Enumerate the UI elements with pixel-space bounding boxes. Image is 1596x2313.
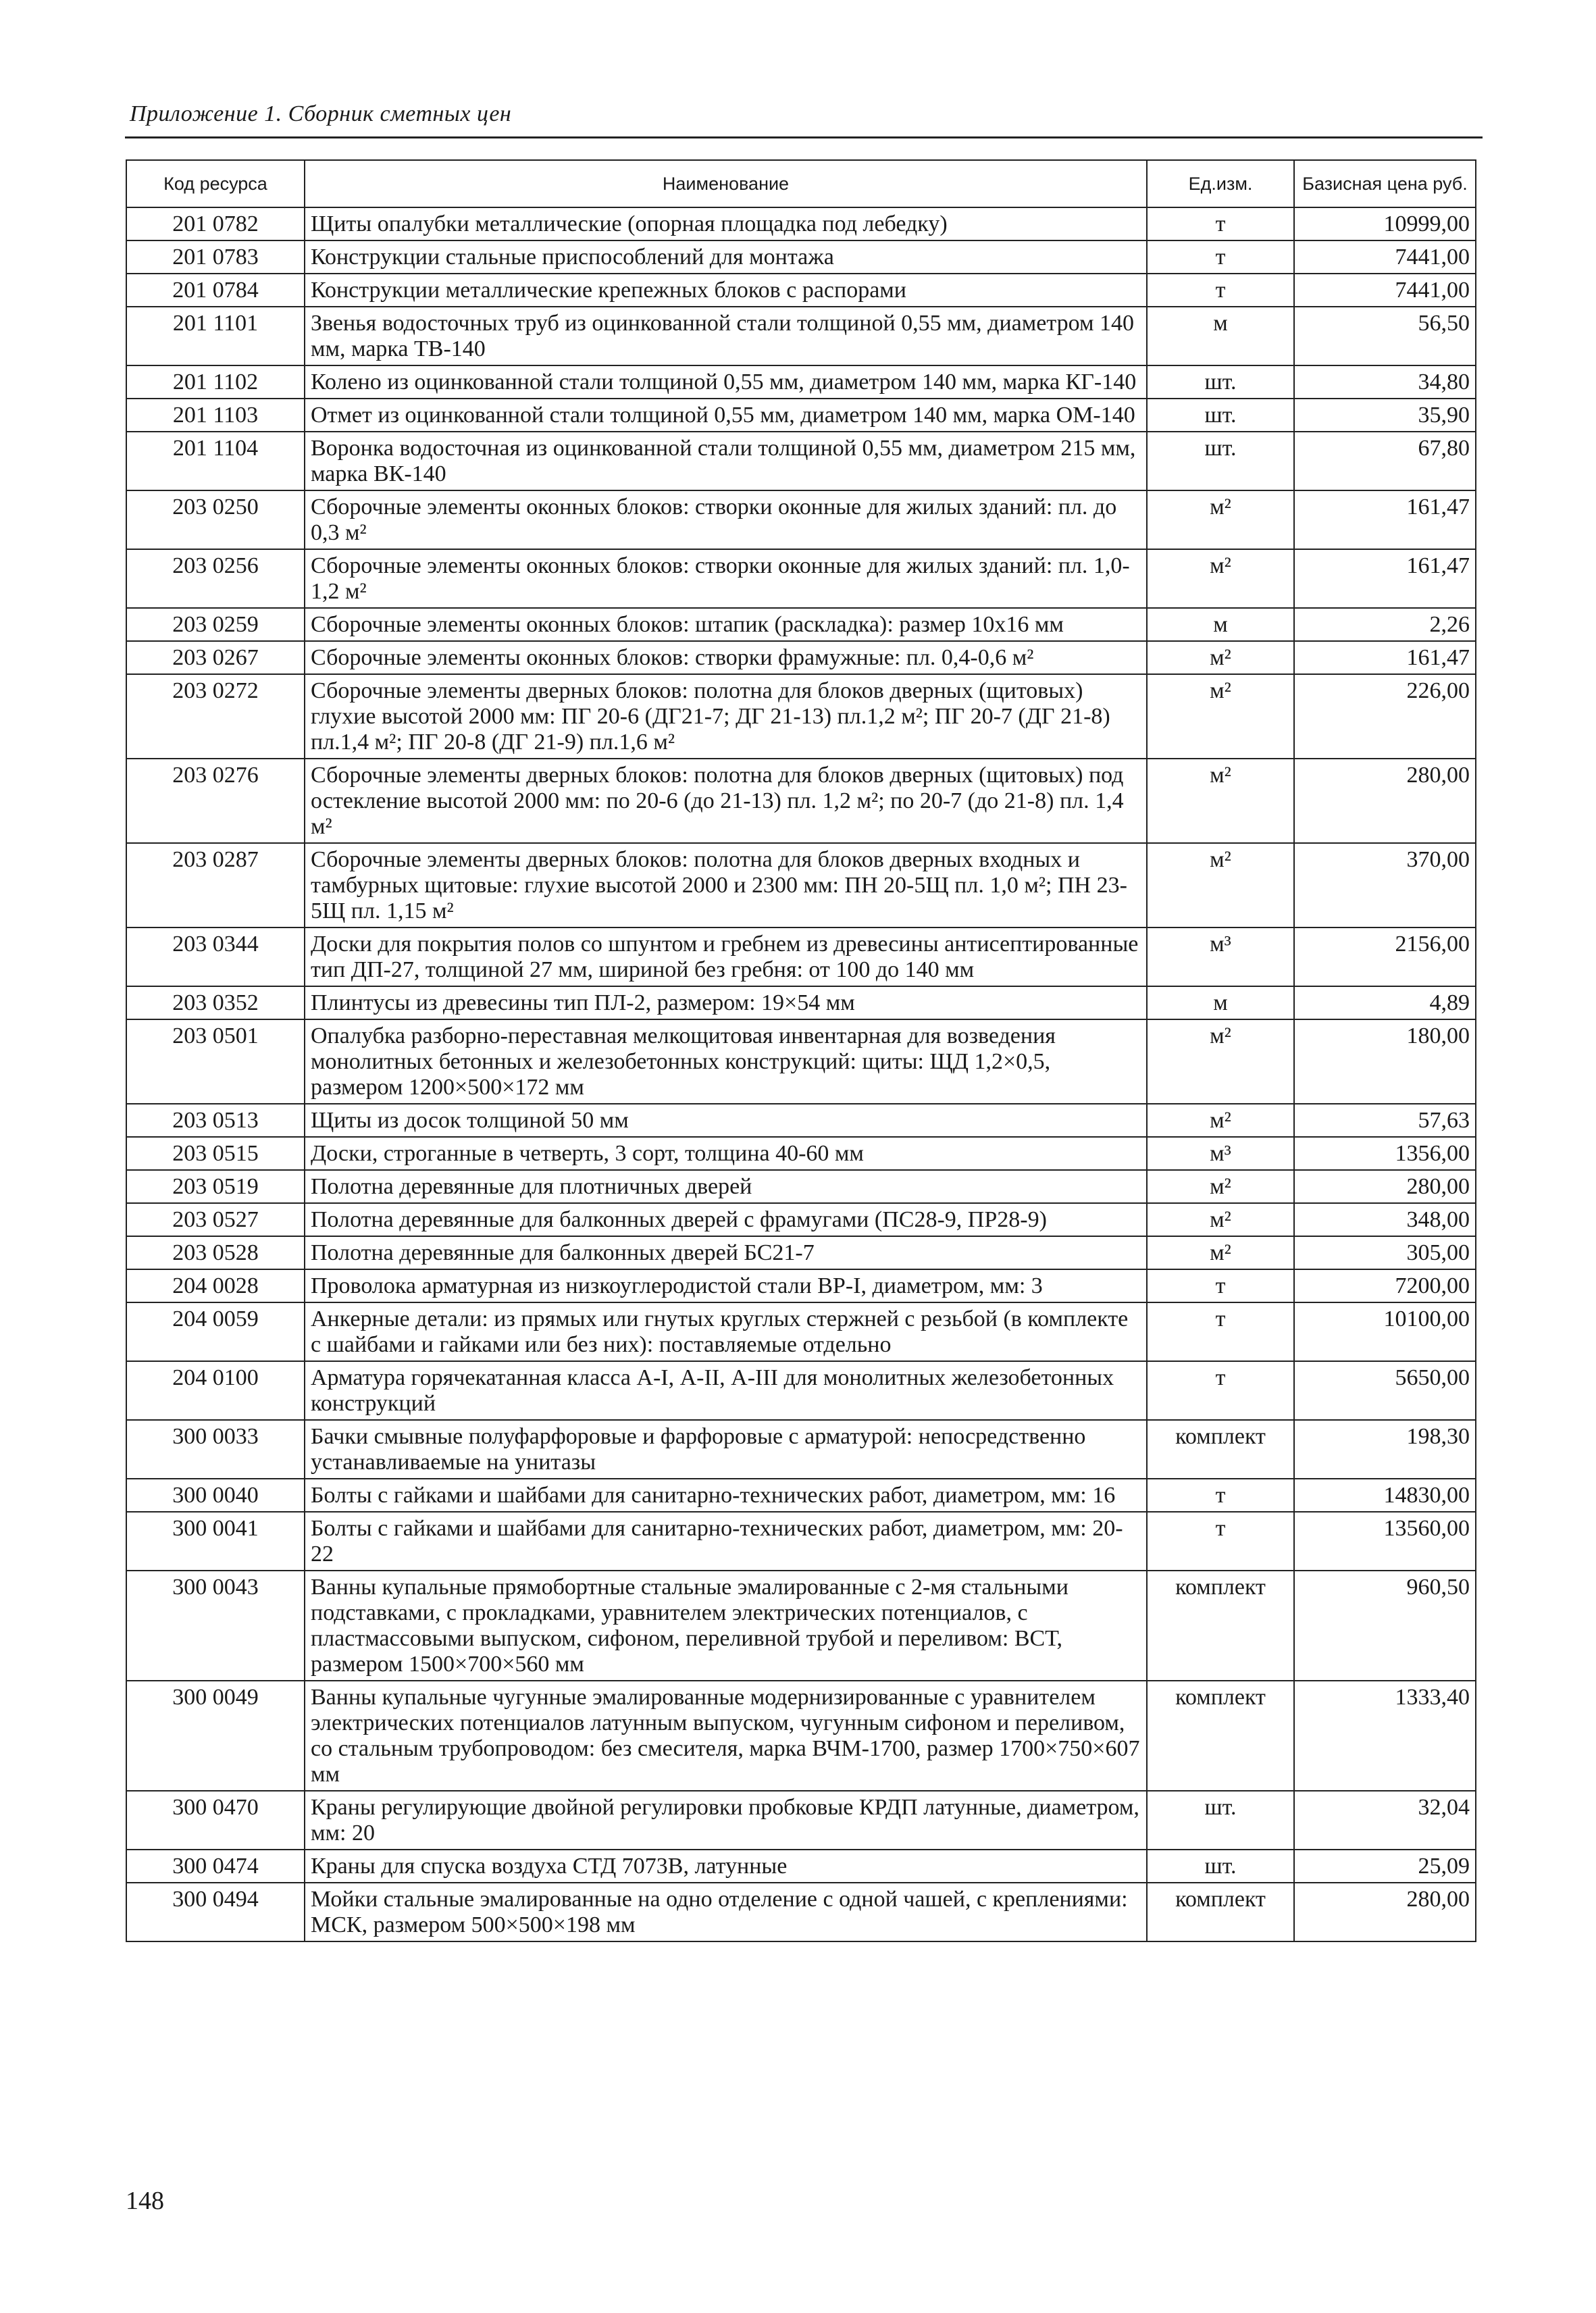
resource-code-cell: 203 0519 xyxy=(126,1170,305,1203)
table-row xyxy=(126,1420,1476,1479)
table-row xyxy=(126,240,1476,274)
resource-name-cell: Сборочные элементы дверных блоков: полотна для блоков дверных (щитовых) под остекление высотой 2000 мм: по 20-6 (до 21-13) пл. 1,2 м²; по 20-7 (до 21-8) пл. 1,4 м² xyxy=(305,759,1147,843)
resource-name-cell: Полотна деревянные для балконных дверей БС21-7 xyxy=(305,1236,1147,1269)
unit-cell: т xyxy=(1147,274,1294,307)
resource-code-cell: 203 0250 xyxy=(126,490,305,549)
resource-name-cell: Мойки стальные эмалированные на одно отделение с одной чашей, с креплениями: МСК, размером 500×500×198 мм xyxy=(305,1883,1147,1941)
resource-name-cell: Болты с гайками и шайбами для санитарно-технических работ, диаметром, мм: 20-22 xyxy=(305,1512,1147,1571)
unit-cell: м³ xyxy=(1147,1137,1294,1170)
resource-name-cell: Доски для покрытия полов со шпунтом и гребнем из древесины антисептированные тип ДП-27, толщиной 27 мм, шириной без гребня: от 100 до 140 мм xyxy=(305,927,1147,986)
table-row xyxy=(126,1479,1476,1512)
table-row xyxy=(126,1512,1476,1571)
resource-code-cell: 300 0041 xyxy=(126,1512,305,1571)
unit-cell: м² xyxy=(1147,1104,1294,1137)
unit-cell: т xyxy=(1147,1479,1294,1512)
unit-cell: шт. xyxy=(1147,1791,1294,1850)
unit-cell: т xyxy=(1147,240,1294,274)
table-row xyxy=(126,207,1476,240)
base-price-cell: 10100,00 xyxy=(1294,1302,1476,1361)
table-row xyxy=(126,608,1476,641)
resource-name-cell: Колено из оцинкованной стали толщиной 0,55 мм, диаметром 140 мм, марка КГ-140 xyxy=(305,365,1147,399)
table-row xyxy=(126,927,1476,986)
table-row xyxy=(126,274,1476,307)
resource-code-cell: 203 0513 xyxy=(126,1104,305,1137)
resource-name-cell: Звенья водосточных труб из оцинкованной стали толщиной 0,55 мм, диаметром 140 мм, марка ТВ-140 xyxy=(305,307,1147,365)
base-price-cell: 370,00 xyxy=(1294,843,1476,927)
resource-code-cell: 203 0276 xyxy=(126,759,305,843)
unit-cell: м² xyxy=(1147,1170,1294,1203)
unit-cell: шт. xyxy=(1147,365,1294,399)
resource-name-cell: Болты с гайками и шайбами для санитарно-технических работ, диаметром, мм: 16 xyxy=(305,1479,1147,1512)
resource-code-cell: 201 1101 xyxy=(126,307,305,365)
base-price-cell: 161,47 xyxy=(1294,641,1476,674)
unit-cell: м xyxy=(1147,608,1294,641)
resource-name-cell: Конструкции стальные приспособлений для монтажа xyxy=(305,240,1147,274)
resource-code-cell: 300 0033 xyxy=(126,1420,305,1479)
resource-code-cell: 201 1102 xyxy=(126,365,305,399)
header-rule xyxy=(125,136,1483,138)
base-price-cell: 2,26 xyxy=(1294,608,1476,641)
table-row xyxy=(126,843,1476,927)
unit-cell: м xyxy=(1147,986,1294,1019)
unit-cell: т xyxy=(1147,1269,1294,1302)
resource-code-cell: 204 0028 xyxy=(126,1269,305,1302)
base-price-cell: 56,50 xyxy=(1294,307,1476,365)
table-header-row xyxy=(126,160,1476,207)
base-price-cell: 960,50 xyxy=(1294,1571,1476,1681)
unit-cell: м² xyxy=(1147,1019,1294,1104)
base-price-cell: 67,80 xyxy=(1294,432,1476,490)
resource-name-cell: Доски, строганные в четверть, 3 сорт, толщина 40-60 мм xyxy=(305,1137,1147,1170)
base-price-cell: 280,00 xyxy=(1294,759,1476,843)
table-row xyxy=(126,1104,1476,1137)
resource-name-cell: Отмет из оцинкованной стали толщиной 0,55 мм, диаметром 140 мм, марка ОМ-140 xyxy=(305,399,1147,432)
table-row xyxy=(126,759,1476,843)
unit-cell: м xyxy=(1147,307,1294,365)
unit-cell: м³ xyxy=(1147,927,1294,986)
column-header-unit: Ед.изм. xyxy=(1147,160,1294,207)
resource-name-cell: Бачки смывные полуфарфоровые и фарфоровые с арматурой: непосредственно устанавливаемые на унитазы xyxy=(305,1420,1147,1479)
table-row xyxy=(126,1681,1476,1791)
resource-name-cell: Краны регулирующие двойной регулировки пробковые КРДП латунные, диаметром, мм: 20 xyxy=(305,1791,1147,1850)
resource-name-cell: Полотна деревянные для балконных дверей с фрамугами (ПС28-9, ПР28-9) xyxy=(305,1203,1147,1236)
resource-name-cell: Воронка водосточная из оцинкованной стали толщиной 0,55 мм, диаметром 215 мм, марка ВК-140 xyxy=(305,432,1147,490)
table-row xyxy=(126,1170,1476,1203)
resource-name-cell: Щиты из досок толщиной 50 мм xyxy=(305,1104,1147,1137)
table-row xyxy=(126,1361,1476,1420)
table-row xyxy=(126,1203,1476,1236)
base-price-cell: 1356,00 xyxy=(1294,1137,1476,1170)
price-table xyxy=(126,159,1476,1942)
unit-cell: шт. xyxy=(1147,399,1294,432)
base-price-cell: 7441,00 xyxy=(1294,274,1476,307)
resource-code-cell: 300 0470 xyxy=(126,1791,305,1850)
table-row xyxy=(126,399,1476,432)
base-price-cell: 57,63 xyxy=(1294,1104,1476,1137)
unit-cell: комплект xyxy=(1147,1571,1294,1681)
resource-code-cell: 201 1103 xyxy=(126,399,305,432)
table-row xyxy=(126,549,1476,608)
unit-cell: м² xyxy=(1147,641,1294,674)
unit-cell: комплект xyxy=(1147,1420,1294,1479)
page-number: 148 xyxy=(126,2187,164,2215)
resource-name-cell: Сборочные элементы оконных блоков: створки оконные для жилых зданий: пл. 1,0-1,2 м² xyxy=(305,549,1147,608)
table-row xyxy=(126,674,1476,759)
unit-cell: м² xyxy=(1147,674,1294,759)
resource-name-cell: Сборочные элементы оконных блоков: створки оконные для жилых зданий: пл. до 0,3 м² xyxy=(305,490,1147,549)
resource-code-cell: 201 0784 xyxy=(126,274,305,307)
base-price-cell: 305,00 xyxy=(1294,1236,1476,1269)
table-row xyxy=(126,641,1476,674)
base-price-cell: 2156,00 xyxy=(1294,927,1476,986)
base-price-cell: 198,30 xyxy=(1294,1420,1476,1479)
column-header-name: Наименование xyxy=(305,160,1147,207)
resource-code-cell: 203 0515 xyxy=(126,1137,305,1170)
base-price-cell: 10999,00 xyxy=(1294,207,1476,240)
resource-code-cell: 203 0267 xyxy=(126,641,305,674)
resource-name-cell: Конструкции металлические крепежных блоков с распорами xyxy=(305,274,1147,307)
unit-cell: м² xyxy=(1147,843,1294,927)
resource-code-cell: 203 0352 xyxy=(126,986,305,1019)
base-price-cell: 34,80 xyxy=(1294,365,1476,399)
resource-code-cell: 300 0040 xyxy=(126,1479,305,1512)
resource-code-cell: 300 0049 xyxy=(126,1681,305,1791)
resource-code-cell: 203 0256 xyxy=(126,549,305,608)
table-row xyxy=(126,1571,1476,1681)
resource-name-cell: Сборочные элементы оконных блоков: створки фрамужные: пл. 0,4-0,6 м² xyxy=(305,641,1147,674)
base-price-cell: 348,00 xyxy=(1294,1203,1476,1236)
base-price-cell: 7200,00 xyxy=(1294,1269,1476,1302)
unit-cell: шт. xyxy=(1147,1850,1294,1883)
table-row xyxy=(126,432,1476,490)
table-row xyxy=(126,490,1476,549)
resource-code-cell: 203 0259 xyxy=(126,608,305,641)
table-row xyxy=(126,1137,1476,1170)
resource-code-cell: 300 0043 xyxy=(126,1571,305,1681)
unit-cell: т xyxy=(1147,207,1294,240)
unit-cell: т xyxy=(1147,1361,1294,1420)
resource-code-cell: 203 0501 xyxy=(126,1019,305,1104)
column-header-code: Код ресурса xyxy=(126,160,305,207)
table-row xyxy=(126,1236,1476,1269)
table-row xyxy=(126,986,1476,1019)
base-price-cell: 161,47 xyxy=(1294,549,1476,608)
table-row xyxy=(126,307,1476,365)
base-price-cell: 5650,00 xyxy=(1294,1361,1476,1420)
resource-code-cell: 203 0528 xyxy=(126,1236,305,1269)
unit-cell: шт. xyxy=(1147,432,1294,490)
base-price-cell: 7441,00 xyxy=(1294,240,1476,274)
resource-name-cell: Ванны купальные чугунные эмалированные модернизированные с уравнителем электрических потенциалов латунным выпуском, чугунным сифоном и переливом, со стальным трубопроводом: без смесителя, марка ВЧМ-1700, размер 1700×750×607 мм xyxy=(305,1681,1147,1791)
unit-cell: м² xyxy=(1147,1236,1294,1269)
table-row xyxy=(126,1019,1476,1104)
base-price-cell: 32,04 xyxy=(1294,1791,1476,1850)
base-price-cell: 13560,00 xyxy=(1294,1512,1476,1571)
unit-cell: м² xyxy=(1147,549,1294,608)
running-title: Приложение 1. Сборник сметных цен xyxy=(130,101,512,126)
resource-code-cell: 300 0494 xyxy=(126,1883,305,1941)
table-row xyxy=(126,365,1476,399)
base-price-cell: 180,00 xyxy=(1294,1019,1476,1104)
resource-code-cell: 203 0527 xyxy=(126,1203,305,1236)
base-price-cell: 280,00 xyxy=(1294,1883,1476,1941)
unit-cell: комплект xyxy=(1147,1681,1294,1791)
resource-code-cell: 201 1104 xyxy=(126,432,305,490)
resource-name-cell: Ванны купальные прямобортные стальные эмалированные с 2-мя стальными подставками, с прокладками, уравнителем электрических потенциалов, с пластмассовыми выпуском, сифоном, переливной трубой и переливом: ВСТ, размером 1500×700×560 мм xyxy=(305,1571,1147,1681)
resource-name-cell: Плинтусы из древесины тип ПЛ-2, размером: 19×54 мм xyxy=(305,986,1147,1019)
base-price-cell: 226,00 xyxy=(1294,674,1476,759)
table-row xyxy=(126,1850,1476,1883)
base-price-cell: 161,47 xyxy=(1294,490,1476,549)
resource-code-cell: 203 0272 xyxy=(126,674,305,759)
unit-cell: комплект xyxy=(1147,1883,1294,1941)
base-price-cell: 35,90 xyxy=(1294,399,1476,432)
resource-code-cell: 204 0059 xyxy=(126,1302,305,1361)
unit-cell: м² xyxy=(1147,1203,1294,1236)
resource-code-cell: 203 0344 xyxy=(126,927,305,986)
resource-name-cell: Сборочные элементы оконных блоков: штапик (раскладка): размер 10x16 мм xyxy=(305,608,1147,641)
resource-name-cell: Анкерные детали: из прямых или гнутых круглых стержней с резьбой (в комплекте с шайбами и гайками или без них): поставляемые отдельно xyxy=(305,1302,1147,1361)
resource-name-cell: Щиты опалубки металлические (опорная площадка под лебедку) xyxy=(305,207,1147,240)
resource-name-cell: Сборочные элементы дверных блоков: полотна для блоков дверных (щитовых) глухие высотой 2000 мм: ПГ 20-6 (ДГ21-7; ДГ 21-13) пл.1,2 м²; ПГ 20-7 (ДГ 21-8) пл.1,4 м²; ПГ 20-8 (ДГ 21-9) пл.1,6 м² xyxy=(305,674,1147,759)
table-body xyxy=(126,207,1476,1941)
table-row xyxy=(126,1302,1476,1361)
base-price-cell: 1333,40 xyxy=(1294,1681,1476,1791)
resource-code-cell: 201 0782 xyxy=(126,207,305,240)
resource-name-cell: Полотна деревянные для плотничных дверей xyxy=(305,1170,1147,1203)
base-price-cell: 14830,00 xyxy=(1294,1479,1476,1512)
resource-name-cell: Сборочные элементы дверных блоков: полотна для блоков дверных входных и тамбурных щитовые: глухие высотой 2000 и 2300 мм: ПН 20-5Щ пл. 1,0 м²; ПН 23-5Щ пл. 1,15 м² xyxy=(305,843,1147,927)
resource-name-cell: Проволока арматурная из низкоуглеродистой стали ВР-I, диаметром, мм: 3 xyxy=(305,1269,1147,1302)
base-price-cell: 4,89 xyxy=(1294,986,1476,1019)
resource-code-cell: 201 0783 xyxy=(126,240,305,274)
column-header-price: Базисная цена руб. xyxy=(1294,160,1476,207)
base-price-cell: 25,09 xyxy=(1294,1850,1476,1883)
resource-name-cell: Арматура горячекатанная класса А-I, А-II, А-III для монолитных железобетонных конструкций xyxy=(305,1361,1147,1420)
resource-name-cell: Опалубка разборно-переставная мелкощитовая инвентарная для возведения монолитных бетонных и железобетонных конструкций: щиты: ЩД 1,2×0,5, размером 1200×500×172 мм xyxy=(305,1019,1147,1104)
unit-cell: м² xyxy=(1147,759,1294,843)
table-row xyxy=(126,1883,1476,1941)
resource-code-cell: 203 0287 xyxy=(126,843,305,927)
resource-name-cell: Краны для спуска воздуха СТД 7073В, латунные xyxy=(305,1850,1147,1883)
unit-cell: т xyxy=(1147,1512,1294,1571)
unit-cell: т xyxy=(1147,1302,1294,1361)
unit-cell: м² xyxy=(1147,490,1294,549)
resource-code-cell: 204 0100 xyxy=(126,1361,305,1420)
table-row xyxy=(126,1269,1476,1302)
resource-code-cell: 300 0474 xyxy=(126,1850,305,1883)
table-row xyxy=(126,1791,1476,1850)
base-price-cell: 280,00 xyxy=(1294,1170,1476,1203)
